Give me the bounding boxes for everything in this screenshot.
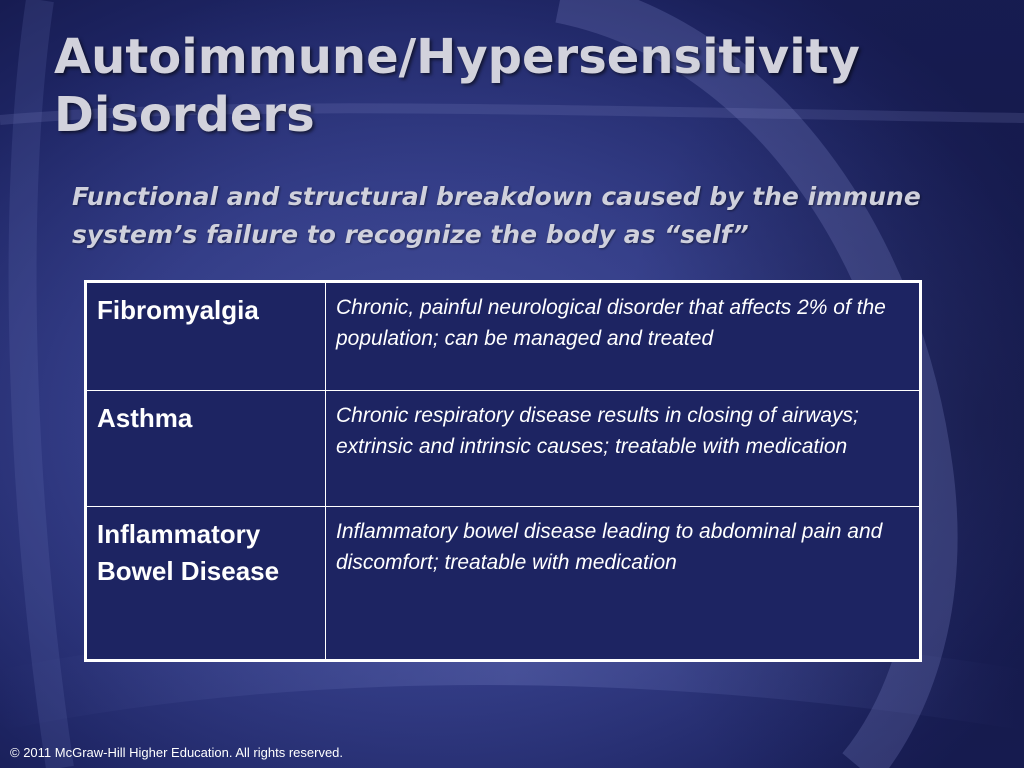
disorder-name: Fibromyalgia xyxy=(86,282,326,391)
disorder-description: Chronic respiratory disease results in closing of airways; extrinsic and intrinsic causes; treatable with medication xyxy=(326,391,921,507)
copyright-notice: © 2011 McGraw-Hill Higher Education. All rights reserved. xyxy=(10,745,344,760)
disorder-name: Asthma xyxy=(86,391,326,507)
slide-subtitle: Functional and structural breakdown caused by the immune system’s failure to recognize the body as “self” xyxy=(72,182,921,249)
disorder-name: Inflammatory Bowel Disease xyxy=(86,507,326,661)
disorder-description: Inflammatory bowel disease leading to abdominal pain and discomfort; treatable with medication xyxy=(326,507,921,661)
slide-title: Autoimmune/Hypersensitivity Disorders xyxy=(54,29,860,143)
disorders-table xyxy=(84,280,922,662)
disorder-description: Chronic, painful neurological disorder that affects 2% of the population; can be managed and treated xyxy=(326,282,921,391)
table-row xyxy=(86,507,921,661)
table-row xyxy=(86,282,921,391)
table-row xyxy=(86,391,921,507)
